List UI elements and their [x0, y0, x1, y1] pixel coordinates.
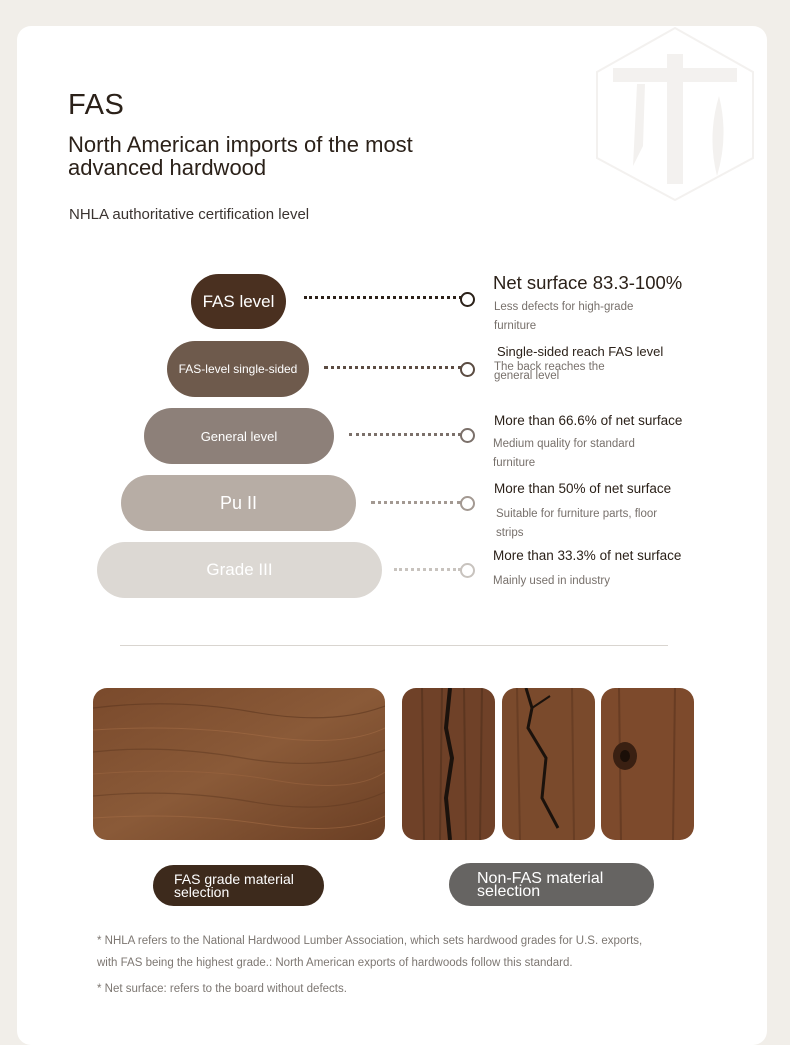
grade-description: The back reaches the general level	[494, 361, 605, 382]
footnote-net-surface: * Net surface: refers to the board without defects.	[97, 983, 347, 995]
nonfas-wood-knot-image	[601, 688, 694, 840]
grade-connector	[324, 366, 462, 369]
grade-connector	[304, 296, 462, 299]
content-card	[17, 26, 767, 1045]
grade-label: General level	[200, 428, 278, 444]
nonfas-material-label	[449, 863, 654, 906]
grade-connector	[349, 433, 461, 436]
grade-marker	[460, 362, 475, 377]
grade-label: Pu II	[219, 492, 258, 513]
fas-wood-sample-image	[93, 688, 385, 840]
brand-logo-watermark	[593, 26, 757, 202]
grade-connector	[371, 501, 461, 504]
grade-label: FAS level	[202, 291, 275, 311]
page-subtitle: North American imports of the most advanced hardwood	[68, 132, 413, 180]
grade-label: FAS-level single-sided	[178, 362, 298, 376]
grade-marker	[460, 496, 475, 511]
grade-pill-fas	[191, 274, 286, 329]
grade-description: Suitable for furniture parts, floor strips	[496, 508, 658, 539]
grade-title: More than 33.3% of net surface	[493, 548, 682, 563]
certification-caption: NHLA authoritative certification level	[69, 206, 310, 223]
grade-description: Less defects for high-grade furniture	[494, 301, 634, 332]
grade-title: More than 50% of net surface	[494, 481, 672, 496]
nonfas-material-label-text: Non-FAS material selection	[477, 869, 604, 900]
nonfas-wood-mineral-streak-image	[502, 688, 595, 840]
grade-label: Grade III	[206, 560, 273, 579]
grade-connector	[394, 568, 461, 571]
grade-marker	[460, 563, 475, 578]
grade-pill-pu-ii	[121, 475, 356, 531]
section-divider	[120, 645, 668, 646]
grade-marker	[460, 428, 475, 443]
grade-description: Medium quality for standard furniture	[493, 438, 635, 469]
footnote-nhla: * NHLA refers to the National Hardwood Lumber Association, which sets hardwood grades for U.S. exports, with FAS being the highest grade.: North American exports of hardwoods follow this standard.	[97, 935, 643, 969]
grade-description: Mainly used in industry	[493, 575, 610, 587]
grade-pill-general	[144, 408, 334, 464]
grade-title: More than 66.6% of net surface	[494, 413, 683, 428]
grade-marker	[460, 292, 475, 307]
grade-pill-grade-iii	[97, 542, 382, 598]
nonfas-wood-crack-image	[402, 688, 495, 840]
fas-material-label	[153, 865, 324, 906]
page-title: FAS	[68, 89, 125, 121]
grade-title: Net surface 83.3-100%	[493, 272, 683, 293]
fas-material-label-text: FAS grade material selection	[174, 870, 294, 900]
grade-title: Single-sided reach FAS level	[497, 344, 664, 359]
grade-pill-fas-single-sided	[167, 341, 309, 397]
